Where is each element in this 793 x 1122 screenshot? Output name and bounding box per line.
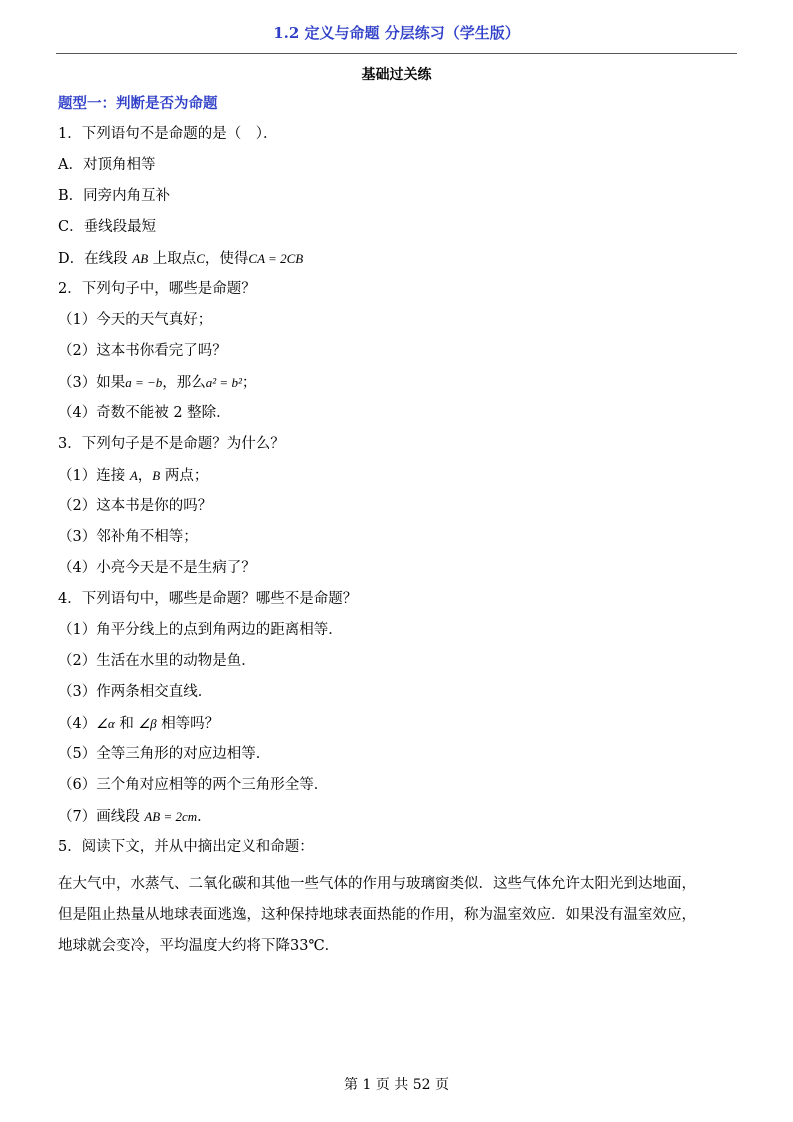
question-2-item-4: （4）奇数不能被 2 整除．: [58, 405, 231, 421]
header-rule: [56, 53, 737, 54]
question-2-item-2: （2）这本书你看完了吗？: [58, 343, 227, 359]
question-2-stem: 2．下列句子中，哪些是命题？: [58, 281, 256, 297]
document-header: 1.2 定义与命题 分层练习（学生版）: [273, 24, 520, 42]
question-4-item-5: （5）全等三角形的对应边相等．: [58, 746, 271, 762]
question-type-title: 题型一：判断是否为命题: [58, 95, 218, 112]
math-equation: a² = b²: [205, 375, 242, 390]
question-5-passage: [58, 869, 742, 962]
item-text: 相等吗？: [161, 716, 220, 732]
item-text: （3）如果: [58, 375, 126, 391]
page-number: 第 1 页 共 52 页: [344, 1077, 449, 1093]
option-d-text: D．在线段: [58, 251, 128, 267]
question-4-item-4: [58, 714, 742, 745]
math-angle-alpha: ∠α: [96, 716, 115, 731]
question-1-stem: 1．下列语句不是命题的是（ ）．: [58, 126, 278, 142]
item-text: ，: [137, 468, 153, 484]
math-point-a: A: [129, 468, 138, 483]
item-text: （1）连接: [58, 468, 126, 484]
question-4-stem: 4．下列语句中，哪些是命题？哪些不是命题？: [58, 591, 358, 607]
item-text: ，那么: [162, 375, 206, 391]
question-4-item-7: [58, 807, 742, 838]
item-text: 和: [119, 716, 134, 732]
question-4-item-2: （2）生活在水里的动物是鱼．: [58, 653, 256, 669]
question-3-stem: 3．下列句子是不是命题？为什么？: [58, 436, 285, 452]
question-3-item-4: （4）小亮今天是不是生病了？: [58, 560, 256, 576]
question-2-item-3: [58, 373, 742, 404]
math-point-b: B: [152, 468, 161, 483]
passage-line: 但是阻止热量从地球表面逃逸，这种保持地球表面热能的作用，称为温室效应．如果没有温室效应，: [58, 907, 696, 923]
question-5-stem: 5．阅读下文，并从中摘出定义和命题：: [58, 839, 314, 855]
page-content: [58, 94, 742, 962]
question-4-item-6: （6）三个角对应相等的两个三角形全等．: [58, 777, 329, 793]
math-segment-ab: AB: [132, 251, 149, 266]
math-angle-beta: ∠β: [138, 716, 157, 731]
item-text: （7）画线段: [58, 809, 140, 825]
question-1-option-c: C．垂线段最短: [58, 219, 157, 235]
question-2-item-1: （1）今天的天气真好；: [58, 312, 213, 328]
question-3-item-2: （2）这本书是你的吗？: [58, 498, 213, 514]
question-1-option-b: B．同旁内角互补: [58, 188, 171, 204]
math-equation: a = −b: [125, 375, 163, 390]
question-1-option-a: A．对顶角相等: [58, 157, 156, 173]
math-point-c: C: [196, 251, 205, 266]
option-d-text: 上取点: [152, 251, 197, 267]
question-3-item-1: [58, 466, 742, 497]
passage-line: 地球就会变冷，平均温度大约将下降33℃．: [58, 938, 340, 954]
passage-line: 在大气中，水蒸气、二氧化碳和其他一些气体的作用与玻璃窗类似．这些气体允许太阳光到达地面，: [58, 876, 696, 892]
question-3-item-3: （3）邻补角不相等；: [58, 529, 198, 545]
math-equation: CA = 2CB: [248, 251, 304, 266]
item-text: 两点；: [164, 468, 209, 484]
section-title: 基础过关练: [361, 67, 432, 83]
question-4-item-1: （1）角平分线上的点到角两边的距离相等．: [58, 622, 343, 638]
question-4-item-3: （3）作两条相交直线．: [58, 684, 213, 700]
option-d-text: ，使得: [204, 251, 249, 267]
math-equation: AB = 2cm: [144, 809, 198, 824]
item-text: ；: [241, 375, 257, 391]
item-text: （4）: [58, 716, 97, 732]
item-text: ．: [197, 809, 212, 825]
question-1-option-d: [58, 249, 742, 280]
